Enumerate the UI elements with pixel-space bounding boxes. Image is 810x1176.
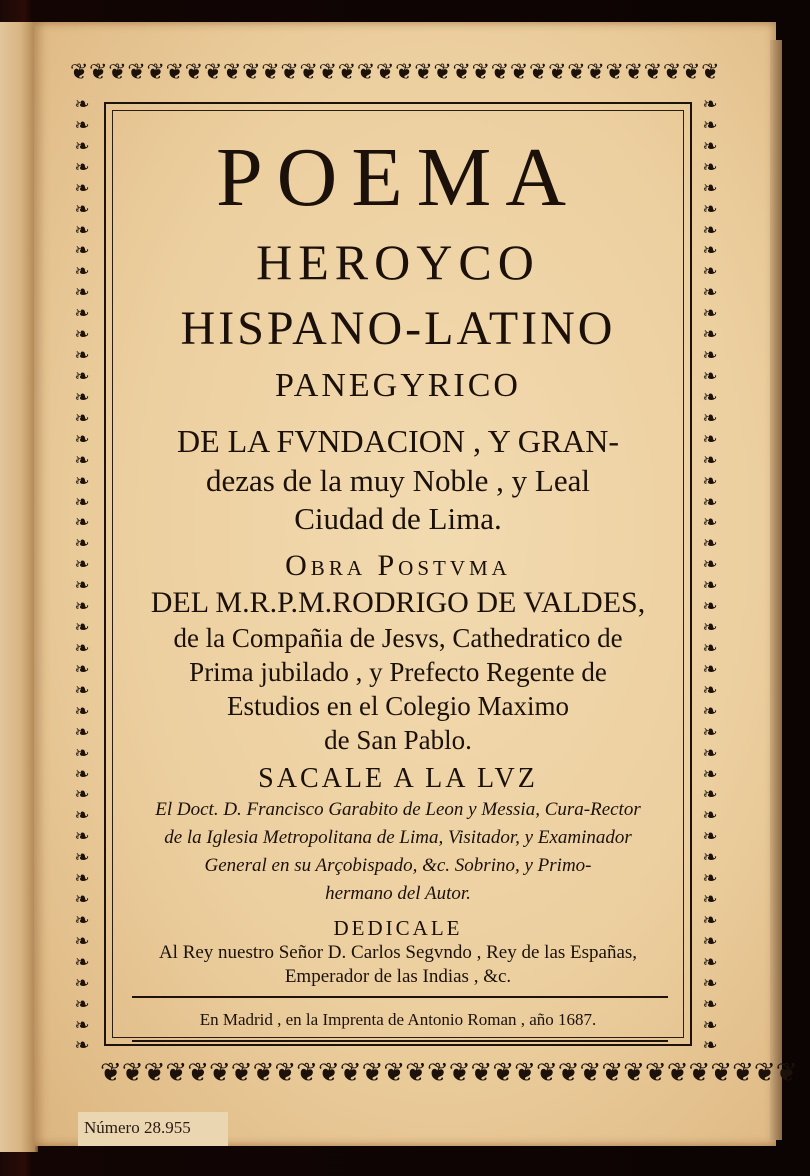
fleuron-icon: ❧	[74, 575, 90, 597]
fleuron-icon: ❧	[74, 345, 90, 367]
fleuron-icon: ❦	[252, 1058, 275, 1088]
fleuron-icon: ❧	[702, 386, 718, 408]
editor-line-1: El Doct. D. Francisco Garabito de Leon y Messia, Cura-Rector	[155, 799, 641, 820]
fleuron-icon: ❦	[490, 60, 510, 85]
fleuron-icon: ❧	[702, 993, 718, 1015]
fleuron-icon: ❧	[702, 554, 718, 576]
fleuron-icon: ❧	[74, 303, 90, 325]
fleuron-icon: ❦	[710, 1058, 733, 1088]
fleuron-icon: ❧	[702, 658, 718, 680]
fleuron-icon: ❧	[702, 847, 718, 869]
fleuron-icon: ❧	[702, 575, 718, 597]
fleuron-icon: ❧	[74, 742, 90, 764]
fleuron-icon: ❦	[187, 1058, 209, 1088]
fleuron-icon: ❧	[74, 449, 90, 471]
fleuron-icon: ❧	[74, 386, 90, 408]
fleuron-icon: ❧	[74, 805, 90, 827]
fleuron-icon: ❦	[318, 60, 338, 85]
fleuron-icon: ❧	[74, 909, 90, 931]
fleuron-icon: ❦	[567, 60, 586, 85]
fleuron-icon: ❦	[509, 60, 529, 85]
fleuron-icon: ❦	[682, 60, 701, 85]
fleuron-icon: ❧	[74, 826, 90, 848]
fleuron-icon: ❧	[702, 721, 718, 743]
fleuron-icon: ❦	[414, 60, 433, 85]
fleuron-icon: ❦	[223, 60, 242, 85]
dedication-line-1: Al Rey nuestro Señor D. Carlos Segvndo , Rey de las Españas,	[158, 942, 638, 963]
fleuron-icon: ❦	[644, 1058, 667, 1088]
ornament-border-left	[68, 96, 96, 1056]
fleuron-icon: ❦	[579, 1058, 602, 1088]
fleuron-icon: ❦	[356, 60, 376, 85]
obra-postuma: Obra Postvma	[285, 549, 511, 582]
fleuron-icon: ❧	[74, 1035, 90, 1057]
fleuron-icon: ❦	[701, 60, 720, 85]
fleuron-icon: ❧	[702, 114, 718, 136]
fleuron-icon: ❦	[471, 60, 491, 85]
fleuron-icon: ❧	[702, 1035, 718, 1057]
fleuron-icon: ❧	[74, 679, 90, 701]
fleuron-icon: ❧	[74, 156, 90, 178]
fleuron-icon: ❧	[74, 365, 90, 387]
fleuron-icon: ❧	[702, 972, 718, 994]
fleuron-icon: ❧	[74, 198, 90, 220]
fleuron-icon: ❧	[702, 324, 718, 346]
fleuron-icon: ❧	[74, 930, 90, 952]
fleuron-icon: ❧	[702, 930, 718, 952]
ornament-border-right	[696, 96, 724, 1056]
fleuron-icon: ❧	[74, 889, 90, 911]
fleuron-icon: ❦	[662, 60, 682, 85]
fleuron-icon: ❧	[702, 700, 718, 722]
fleuron-icon: ❦	[514, 1058, 536, 1088]
fleuron-icon: ❦	[143, 1058, 166, 1088]
title-poema: POEMA	[215, 131, 581, 224]
title-panegyrico: PANEGYRICO	[274, 367, 521, 404]
fleuron-icon: ❧	[702, 407, 718, 429]
fleuron-icon: ❧	[702, 889, 718, 911]
fleuron-icon: ❦	[339, 1058, 362, 1088]
fleuron-icon: ❧	[702, 742, 718, 764]
fleuron-icon: ❦	[535, 1058, 558, 1088]
fleuron-icon: ❧	[74, 177, 90, 199]
fleuron-icon: ❧	[702, 533, 718, 555]
fleuron-icon: ❧	[702, 261, 718, 283]
fleuron-icon: ❧	[74, 428, 90, 450]
fleuron-icon: ❧	[702, 428, 718, 450]
fleuron-icon: ❦	[121, 1058, 144, 1088]
fleuron-icon: ❧	[74, 261, 90, 283]
title-dezas: dezas de la muy Noble , y Leal	[206, 463, 590, 498]
facing-page-edge	[0, 22, 38, 1152]
fleuron-icon: ❧	[702, 198, 718, 220]
fleuron-icon: ❧	[74, 721, 90, 743]
fleuron-icon: ❧	[74, 1014, 90, 1036]
author-college-2: de San Pablo.	[324, 725, 472, 755]
fleuron-icon: ❧	[74, 847, 90, 869]
fleuron-icon: ❦	[586, 60, 605, 85]
fleuron-icon: ❦	[753, 1058, 776, 1088]
library-label	[78, 1112, 228, 1146]
fleuron-icon: ❦	[601, 1058, 624, 1088]
fleuron-icon: ❧	[74, 114, 90, 136]
fleuron-icon: ❧	[702, 512, 718, 534]
fleuron-icon: ❧	[702, 282, 718, 304]
fleuron-icon: ❧	[74, 135, 90, 157]
fleuron-icon: ❧	[702, 637, 718, 659]
fleuron-icon: ❦	[433, 60, 452, 85]
fleuron-icon: ❧	[702, 135, 718, 157]
fleuron-icon: ❦	[100, 1058, 122, 1088]
imprint-rule-bottom	[132, 1040, 668, 1042]
fleuron-icon: ❧	[74, 784, 90, 806]
fleuron-icon: ❦	[203, 60, 223, 85]
fleuron-icon: ❦	[688, 1058, 711, 1088]
fleuron-icon: ❦	[280, 60, 299, 85]
fleuron-icon: ❦	[775, 1058, 798, 1088]
fleuron-icon: ❧	[702, 951, 718, 973]
fleuron-icon: ❦	[643, 60, 663, 85]
fleuron-icon: ❦	[146, 60, 165, 85]
fleuron-icon: ❧	[74, 554, 90, 576]
author-order: de la Compañia de Jesvs, Cathedratico de	[173, 623, 623, 653]
fleuron-icon: ❧	[74, 491, 90, 513]
fleuron-icon: ❦	[376, 60, 395, 85]
fleuron-icon: ❧	[702, 303, 718, 325]
title-fundacion: DE LA FVNDACION , Y GRAN-	[176, 423, 620, 459]
fleuron-icon: ❦	[165, 1058, 188, 1088]
ornament-border-top	[70, 62, 720, 92]
fleuron-icon: ❧	[702, 826, 718, 848]
fleuron-icon: ❦	[261, 60, 280, 85]
fleuron-icon: ❦	[317, 1058, 340, 1088]
author-name: DEL M.R.P.M.RODRIGO DE VALDES,	[150, 586, 646, 619]
fleuron-icon: ❦	[666, 1058, 689, 1088]
fleuron-icon: ❦	[529, 60, 548, 85]
fleuron-icon: ❧	[702, 94, 718, 115]
fleuron-icon: ❧	[702, 470, 718, 492]
fleuron-icon: ❧	[702, 617, 718, 639]
fleuron-icon: ❧	[702, 763, 718, 785]
fleuron-icon: ❧	[702, 909, 718, 931]
fleuron-icon: ❧	[74, 219, 90, 241]
fleuron-icon: ❦	[448, 1058, 471, 1088]
fleuron-icon: ❧	[74, 993, 90, 1015]
fleuron-icon: ❧	[702, 1014, 718, 1036]
fleuron-icon: ❦	[383, 1058, 406, 1088]
fleuron-icon: ❦	[623, 1058, 645, 1088]
fleuron-icon: ❦	[89, 60, 108, 85]
fleuron-icon: ❧	[74, 533, 90, 555]
sacale-heading: SACALE A LA LVZ	[258, 763, 538, 794]
fleuron-icon: ❧	[74, 596, 90, 618]
fleuron-icon: ❦	[732, 1058, 754, 1088]
title-hispano-latino: HISPANO-LATINO	[180, 302, 616, 355]
fleuron-icon: ❧	[702, 679, 718, 701]
fleuron-icon: ❦	[242, 60, 261, 85]
fleuron-icon: ❦	[361, 1058, 384, 1088]
fleuron-icon: ❧	[74, 617, 90, 639]
fleuron-icon: ❦	[127, 60, 146, 85]
fleuron-icon: ❧	[74, 324, 90, 346]
fleuron-icon: ❧	[702, 491, 718, 513]
fleuron-icon: ❧	[702, 449, 718, 471]
fleuron-icon: ❧	[702, 219, 718, 241]
author-title: Prima jubilado , y Prefecto Regente de	[189, 657, 607, 687]
library-number: Número 28.955	[84, 1118, 191, 1137]
fleuron-icon: ❧	[702, 784, 718, 806]
fleuron-icon: ❧	[74, 470, 90, 492]
fleuron-icon: ❦	[470, 1058, 493, 1088]
fleuron-icon: ❦	[165, 60, 185, 85]
fleuron-icon: ❦	[605, 60, 624, 85]
fleuron-icon: ❦	[624, 60, 644, 85]
title-ciudad: Ciudad de Lima.	[294, 501, 502, 536]
fleuron-icon: ❧	[74, 94, 90, 115]
fleuron-icon: ❧	[702, 177, 718, 199]
fleuron-icon: ❧	[74, 282, 90, 304]
imprint: En Madrid , en la Imprenta de Antonio Roman , año 1687.	[199, 1010, 597, 1029]
fleuron-icon: ❧	[702, 596, 718, 618]
fleuron-icon: ❦	[208, 1058, 231, 1088]
fleuron-icon: ❦	[184, 60, 204, 85]
fleuron-icon: ❧	[702, 805, 718, 827]
fleuron-icon: ❦	[296, 1058, 318, 1088]
fleuron-icon: ❦	[70, 60, 89, 85]
fleuron-icon: ❧	[74, 407, 90, 429]
fleuron-icon: ❧	[74, 763, 90, 785]
fleuron-icon: ❦	[548, 60, 567, 85]
fleuron-icon: ❦	[452, 60, 471, 85]
fleuron-icon: ❦	[395, 60, 414, 85]
dedicale-heading: DEDICALE	[333, 916, 463, 940]
fleuron-icon: ❦	[426, 1058, 449, 1088]
fleuron-icon: ❧	[702, 365, 718, 387]
fleuron-icon: ❦	[274, 1058, 297, 1088]
fleuron-icon: ❧	[74, 240, 90, 262]
fleuron-icon: ❦	[337, 60, 357, 85]
editor-line-3: General en su Arçobispado, &c. Sobrino, y Primo-	[204, 855, 592, 876]
fleuron-icon: ❧	[702, 345, 718, 367]
fleuron-icon: ❧	[74, 951, 90, 973]
fleuron-icon: ❧	[74, 658, 90, 680]
fleuron-icon: ❦	[230, 1058, 253, 1088]
ornament-border-bottom	[100, 1058, 798, 1096]
fleuron-icon: ❧	[702, 240, 718, 262]
page-edge-right	[770, 40, 782, 1140]
fleuron-icon: ❦	[108, 60, 127, 85]
editor-line-4: hermano del Autor.	[325, 883, 471, 904]
fleuron-icon: ❧	[74, 972, 90, 994]
imprint-rule-top	[132, 996, 668, 998]
fleuron-icon: ❦	[492, 1058, 515, 1088]
title-heroyco: HEROYCO	[256, 234, 540, 290]
fleuron-icon: ❦	[299, 60, 318, 85]
author-college: Estudios en el Colegio Maximo	[227, 691, 569, 721]
fleuron-icon: ❧	[74, 512, 90, 534]
fleuron-icon: ❧	[74, 868, 90, 890]
fleuron-icon: ❧	[74, 637, 90, 659]
fleuron-icon: ❧	[702, 868, 718, 890]
fleuron-icon: ❦	[405, 1058, 427, 1088]
editor-line-2: de la Iglesia Metropolitana de Lima, Visitador, y Examinador	[164, 827, 632, 848]
dedication-line-2: Emperador de las Indias , &c.	[284, 966, 512, 987]
fleuron-icon: ❧	[74, 700, 90, 722]
fleuron-icon: ❧	[702, 156, 718, 178]
fleuron-icon: ❦	[557, 1058, 580, 1088]
